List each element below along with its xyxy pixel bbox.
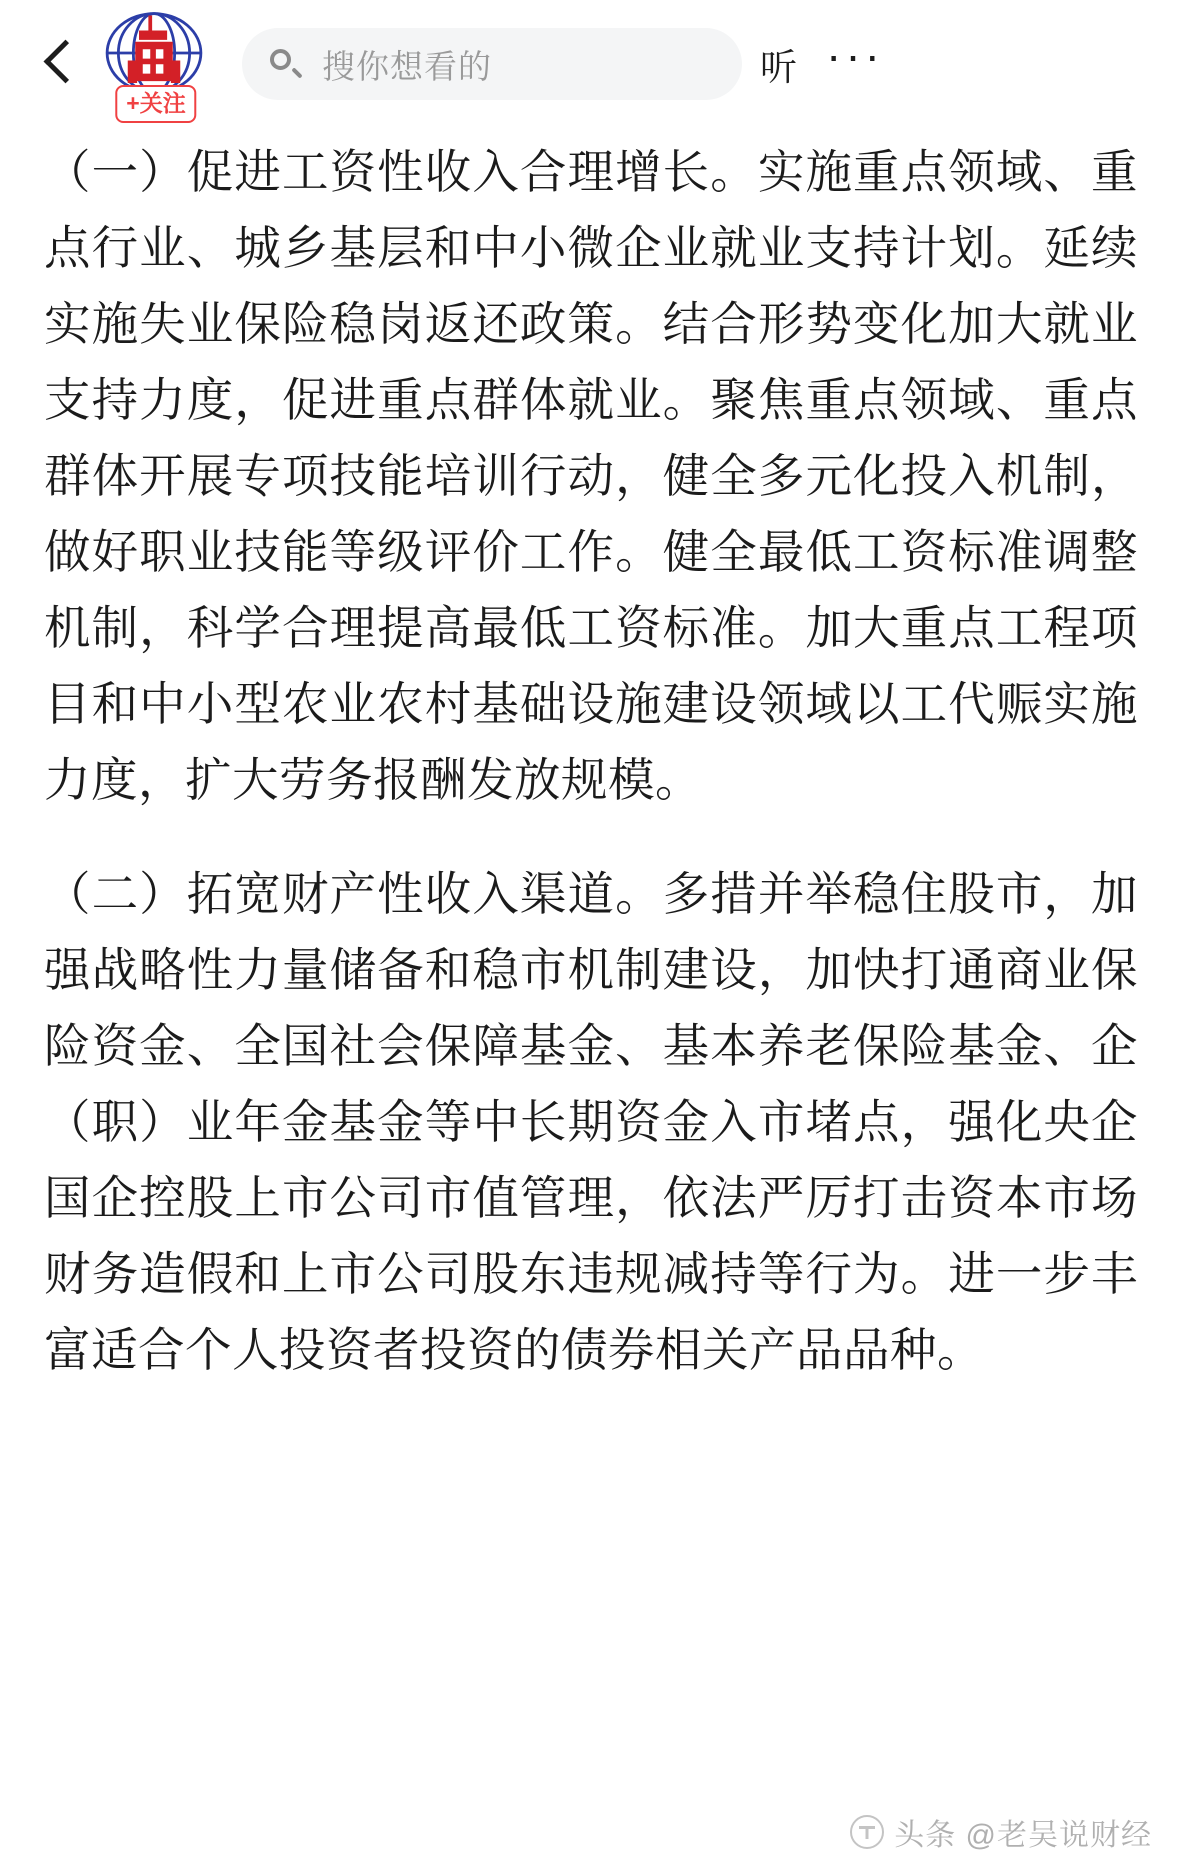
watermark-text: 头条 @老吴说财经 [894, 1819, 1152, 1852]
article-paragraph: （一）促进工资性收入合理增长。实施重点领域、重点行业、城乡基层和中小微企业就业支持计划。延续实施失业保险稳岗返还政策。结合形势变化加大就业支持力度，促进重点群体就业。聚焦重点领域、重点群体开展专项技能培训行动，健全多元化投入机制，做好职业技能等级评价工作。健全最低工资标准调整机制，科学合理提高最低工资标准。加大重点工程项目和中小型农业农村基础设施建设领域以工代赈实施力度，扩大劳务报酬发放规模。 [44, 146, 1138, 806]
search-icon [268, 47, 302, 81]
top-navigation-bar [0, 0, 1178, 128]
follow-button[interactable]: +关注 [115, 85, 196, 123]
listen-button[interactable]: 听 [760, 47, 798, 88]
article-paragraph: （二）拓宽财产性收入渠道。多措并举稳住股市，加强战略性力量储备和稳市机制建设，加快打通商业保险资金、全国社会保障基金、基本养老保险基金、企（职）业年金基金等中长期资金入市堵点，强化央企国企控股上市公司市值管理，依法严厉打击资本市场财务造假和上市公司股东违规减持等行为。进一步丰富适合个人投资者投资的债券相关产品品种。 [44, 868, 1138, 1376]
toutiao-logo-icon [850, 1815, 884, 1849]
search-placeholder: 搜你想看的 [322, 47, 492, 85]
more-options-button[interactable]: ··· [826, 29, 884, 81]
watermark [850, 1810, 1152, 1854]
article-body [0, 134, 1178, 1388]
search-input[interactable] [242, 28, 742, 100]
back-chevron-icon[interactable] [38, 35, 82, 93]
avatar[interactable] [96, 5, 216, 123]
